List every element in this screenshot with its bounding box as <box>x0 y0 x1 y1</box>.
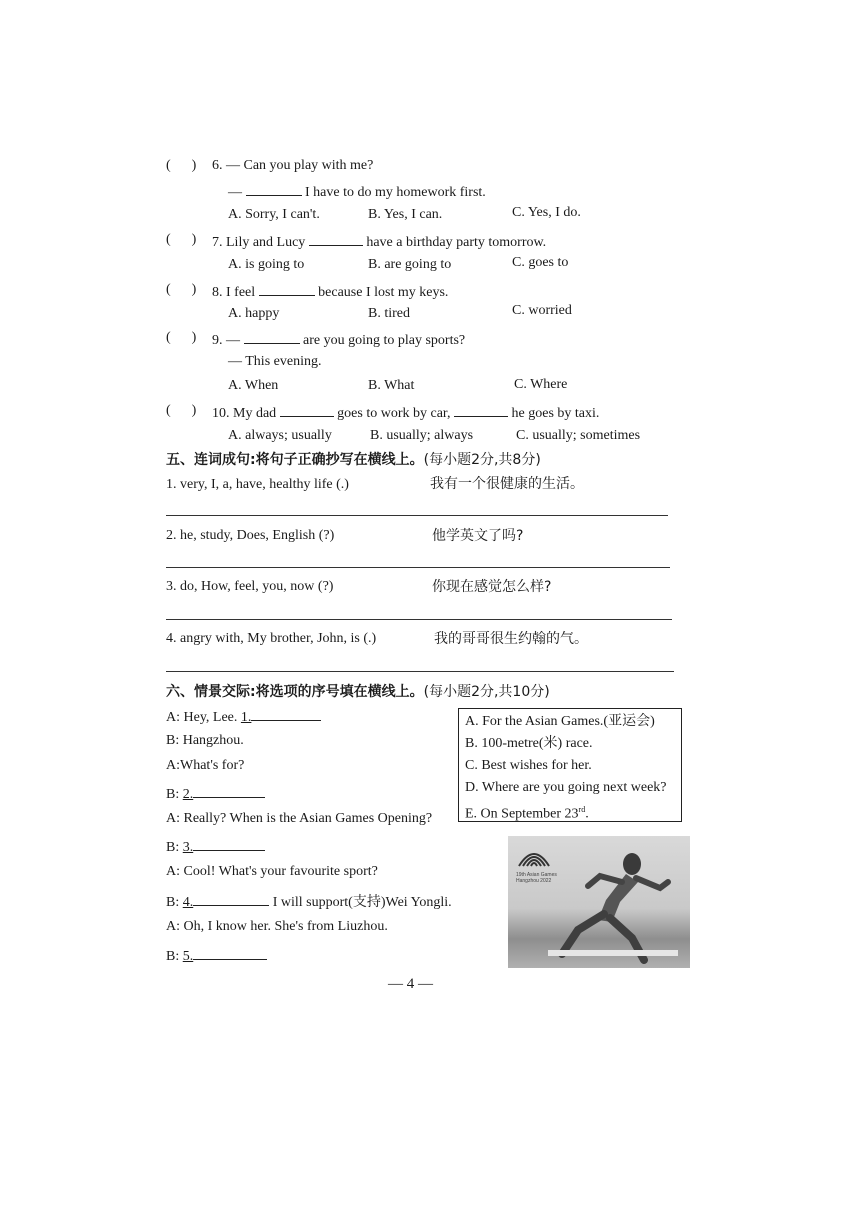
q6-answer-paren[interactable]: ( ) <box>166 158 197 173</box>
s5-item3-zh: 你现在感觉怎么样? <box>432 579 552 595</box>
option-c: C. Best wishes for her. <box>465 758 592 773</box>
dialogue-line-9: A: Oh, I know her. She's from Liuzhou. <box>166 919 388 934</box>
q8-option-b: B. tired <box>368 306 410 321</box>
q8-stem: 8. I feel because I lost my keys. <box>212 281 448 302</box>
q9-answer-paren[interactable]: ( ) <box>166 330 197 345</box>
q9-blank[interactable] <box>244 329 300 344</box>
q6-option-c: C. Yes, I do. <box>512 205 581 220</box>
option-e: E. On September 23rd. <box>465 805 589 822</box>
blank-4[interactable] <box>193 891 269 906</box>
section6-points: (每小题2分,共10分) <box>423 684 550 700</box>
dialogue-line-8: B: 4. I will support(支持)Wei Yongli. <box>166 891 452 912</box>
q7-stem: 7. Lily and Lucy have a birthday party tomorrow. <box>212 231 546 252</box>
dialogue-line-2: B: Hangzhou. <box>166 733 244 748</box>
q6-blank[interactable] <box>246 181 302 196</box>
s5-item2-zh: 他学英文了吗? <box>432 528 524 544</box>
q8-blank[interactable] <box>259 281 315 296</box>
q7-blank[interactable] <box>309 231 363 246</box>
blank-1-label: 1. <box>240 710 252 725</box>
q9-stem: 9. — are you going to play sports? <box>212 329 465 350</box>
section5-points: (每小题2分,共8分) <box>423 452 541 468</box>
q10-blank-2[interactable] <box>454 402 508 417</box>
q10-option-a: A. always; usually <box>228 428 332 443</box>
s5-item4-words: 4. angry with, My brother, John, is (.) <box>166 631 377 646</box>
options-box <box>458 708 682 822</box>
q7-option-a: A. is going to <box>228 257 305 272</box>
q9-option-b: B. What <box>368 378 415 393</box>
s5-item2-words: 2. he, study, Does, English (?) <box>166 528 335 543</box>
q6-option-a: A. Sorry, I can't. <box>228 207 320 222</box>
q6-stem: 6. — Can you play with me? <box>212 158 374 173</box>
blank-5[interactable] <box>193 945 267 960</box>
option-d: D. Where are you going next week? <box>465 780 667 795</box>
q9-option-c: C. Where <box>514 377 568 392</box>
runner-icon <box>548 842 678 966</box>
q10-stem: 10. My dad goes to work by car, he goes by taxi. <box>212 402 599 423</box>
s5-item2-answer-line[interactable] <box>166 567 670 568</box>
s5-item1-zh: 我有一个很健康的生活。 <box>430 476 584 492</box>
section6-heading <box>166 683 550 702</box>
blank-5-label: 5. <box>182 949 194 964</box>
blank-3[interactable] <box>193 836 265 851</box>
blank-1[interactable] <box>251 706 321 721</box>
page-number: — 4 — <box>388 976 433 992</box>
q9-option-a: A. When <box>228 378 279 393</box>
s5-item4-answer-line[interactable] <box>166 671 674 672</box>
logo-caption: 19th Asian Games Hangzhou 2022 <box>516 872 557 884</box>
q10-blank-1[interactable] <box>280 402 334 417</box>
section5-title: 五、连词成句:将句子正确抄写在横线上。 <box>166 452 424 468</box>
s5-item3-answer-line[interactable] <box>166 619 672 620</box>
q6-stem-line2: — I have to do my homework first. <box>228 181 486 202</box>
section5-heading <box>166 451 541 470</box>
section6-title: 六、情景交际:将选项的序号填在横线上。 <box>166 684 424 700</box>
option-a: A. For the Asian Games.(亚运会) <box>465 714 655 729</box>
blank-2-label: 2. <box>182 787 194 802</box>
q10-answer-paren[interactable]: ( ) <box>166 403 197 418</box>
dialogue-line-4: B: 2. <box>166 783 265 804</box>
q6-option-b: B. Yes, I can. <box>368 207 443 222</box>
q7-option-b: B. are going to <box>368 257 452 272</box>
dialogue-line-3: A:What's for? <box>166 758 245 773</box>
dialogue-line-7: A: Cool! What's your favourite sport? <box>166 864 378 879</box>
option-b: B. 100-metre(米) race. <box>465 736 593 751</box>
q7-answer-paren[interactable]: ( ) <box>166 232 197 247</box>
dialogue-line-6: B: 3. <box>166 836 265 857</box>
s5-item1-words: 1. very, I, a, have, healthy life (.) <box>166 477 349 492</box>
q7-option-c: C. goes to <box>512 255 569 270</box>
q8-answer-paren[interactable]: ( ) <box>166 282 197 297</box>
dialogue-line-10: B: 5. <box>166 945 267 966</box>
sprinter-photo <box>508 836 690 968</box>
q8-option-a: A. happy <box>228 306 280 321</box>
blank-4-label: 4. <box>182 895 194 910</box>
s5-item4-zh: 我的哥哥很生约翰的气。 <box>434 631 588 647</box>
s5-item3-words: 3. do, How, feel, you, now (?) <box>166 579 334 594</box>
blank-2[interactable] <box>193 783 265 798</box>
q9-stem-line2: — This evening. <box>228 354 322 369</box>
asian-games-logo-icon <box>516 846 552 870</box>
dialogue-line-5: A: Really? When is the Asian Games Opening? <box>166 811 433 826</box>
s5-item1-answer-line[interactable] <box>166 515 668 516</box>
dialogue-line-1: A: Hey, Lee. 1. <box>166 706 321 727</box>
blank-3-label: 3. <box>182 840 194 855</box>
q10-option-c: C. usually; sometimes <box>516 428 641 443</box>
q8-option-c: C. worried <box>512 303 572 318</box>
q10-option-b: B. usually; always <box>370 428 474 443</box>
